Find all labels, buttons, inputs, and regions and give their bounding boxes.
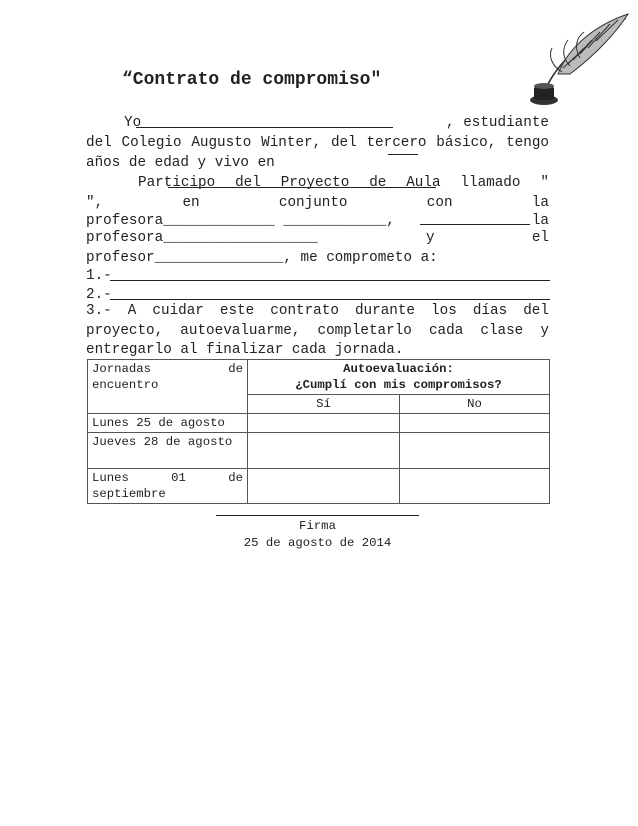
signature-label: Firma — [299, 519, 336, 533]
blank-name-line[interactable] — [136, 127, 393, 128]
cell-si[interactable] — [248, 469, 400, 504]
word: llamado — [460, 175, 521, 191]
word: de — [369, 175, 387, 191]
document-title: “Contrato de compromiso" — [122, 70, 382, 90]
word: y — [540, 323, 549, 339]
word: días — [472, 303, 508, 319]
word: 3.- — [86, 303, 112, 319]
blank-address-line[interactable] — [388, 154, 418, 155]
text-profesora-2: profesora__________________ — [86, 230, 318, 246]
text-la: la — [531, 213, 549, 229]
table-header-row — [88, 360, 550, 395]
word: cada — [428, 323, 464, 339]
line-colegio: del Colegio Augusto Winter, del tercero básico, tengo — [86, 135, 549, 151]
word: Participo — [138, 175, 216, 191]
header-jornadas: Jornadas de encuentro — [88, 360, 248, 414]
word: Aula — [406, 175, 441, 191]
text-y: y — [426, 230, 435, 246]
word: proyecto, — [86, 323, 164, 339]
text-yo: Yo — [124, 115, 142, 131]
header-no: No — [400, 395, 550, 414]
line-cuidar — [86, 301, 549, 321]
line-proyecto — [86, 321, 549, 341]
word: A — [127, 303, 137, 319]
word: del — [523, 303, 549, 319]
text-estudiante: , estudiante — [446, 115, 549, 131]
word: Proyecto — [280, 175, 350, 191]
word: en — [182, 195, 200, 211]
text-el: el — [531, 230, 549, 246]
line-compromiso-1: 1.- — [86, 268, 112, 284]
word: la — [531, 195, 549, 211]
cell-no[interactable] — [400, 433, 550, 469]
word: autoevaluarme, — [180, 323, 301, 339]
autoeval-title: Autoevaluación: — [343, 362, 454, 376]
word: cuidar — [152, 303, 204, 319]
row-date: Lunes 25 de agosto — [88, 414, 248, 433]
word: completarlo — [317, 323, 412, 339]
signature-line[interactable] — [216, 515, 419, 516]
word: ", — [86, 195, 104, 211]
word: clase — [480, 323, 524, 339]
header-autoevaluacion — [248, 360, 550, 395]
word: " — [540, 175, 549, 191]
cell-no[interactable] — [400, 469, 550, 504]
table-row — [88, 433, 550, 469]
row-date: Lunes 01 de septiembre — [88, 469, 248, 504]
cell-no[interactable] — [400, 414, 550, 433]
word: conjunto — [278, 195, 348, 211]
word: durante — [354, 303, 416, 319]
cell-si[interactable] — [248, 433, 400, 469]
blank-project-line[interactable] — [168, 187, 436, 188]
table-row — [88, 469, 550, 504]
line-compromiso-2: 2.- — [86, 287, 112, 303]
header-si: Sí — [248, 395, 400, 414]
word: del — [235, 175, 261, 191]
row-date: Jueves 28 de agosto — [88, 433, 248, 469]
text-profesora-1: profesora_____________ ____________, — [86, 213, 395, 229]
line-entregarlo: entregarlo al finalizar cada jornada. — [86, 342, 404, 358]
cell-si[interactable] — [248, 414, 400, 433]
blank-compromiso-1[interactable] — [110, 280, 550, 281]
blank-compromiso-2[interactable] — [110, 299, 550, 300]
signature-date: 25 de agosto de 2014 — [243, 536, 392, 550]
autoevaluation-table — [87, 359, 550, 504]
word: los — [431, 303, 457, 319]
word: con — [426, 195, 453, 211]
word: este — [219, 303, 255, 319]
word: contrato — [270, 303, 339, 319]
line-conjunto — [86, 193, 549, 213]
table-row — [88, 414, 550, 433]
autoeval-question: ¿Cumplí con mis compromisos? — [295, 378, 502, 392]
blank-profesora-line[interactable] — [420, 224, 530, 225]
quill-inkwell-icon — [518, 8, 633, 113]
line-edad: años de edad y vivo en — [86, 155, 275, 171]
line-profesor: profesor_______________, me comprometo a: — [86, 250, 438, 266]
